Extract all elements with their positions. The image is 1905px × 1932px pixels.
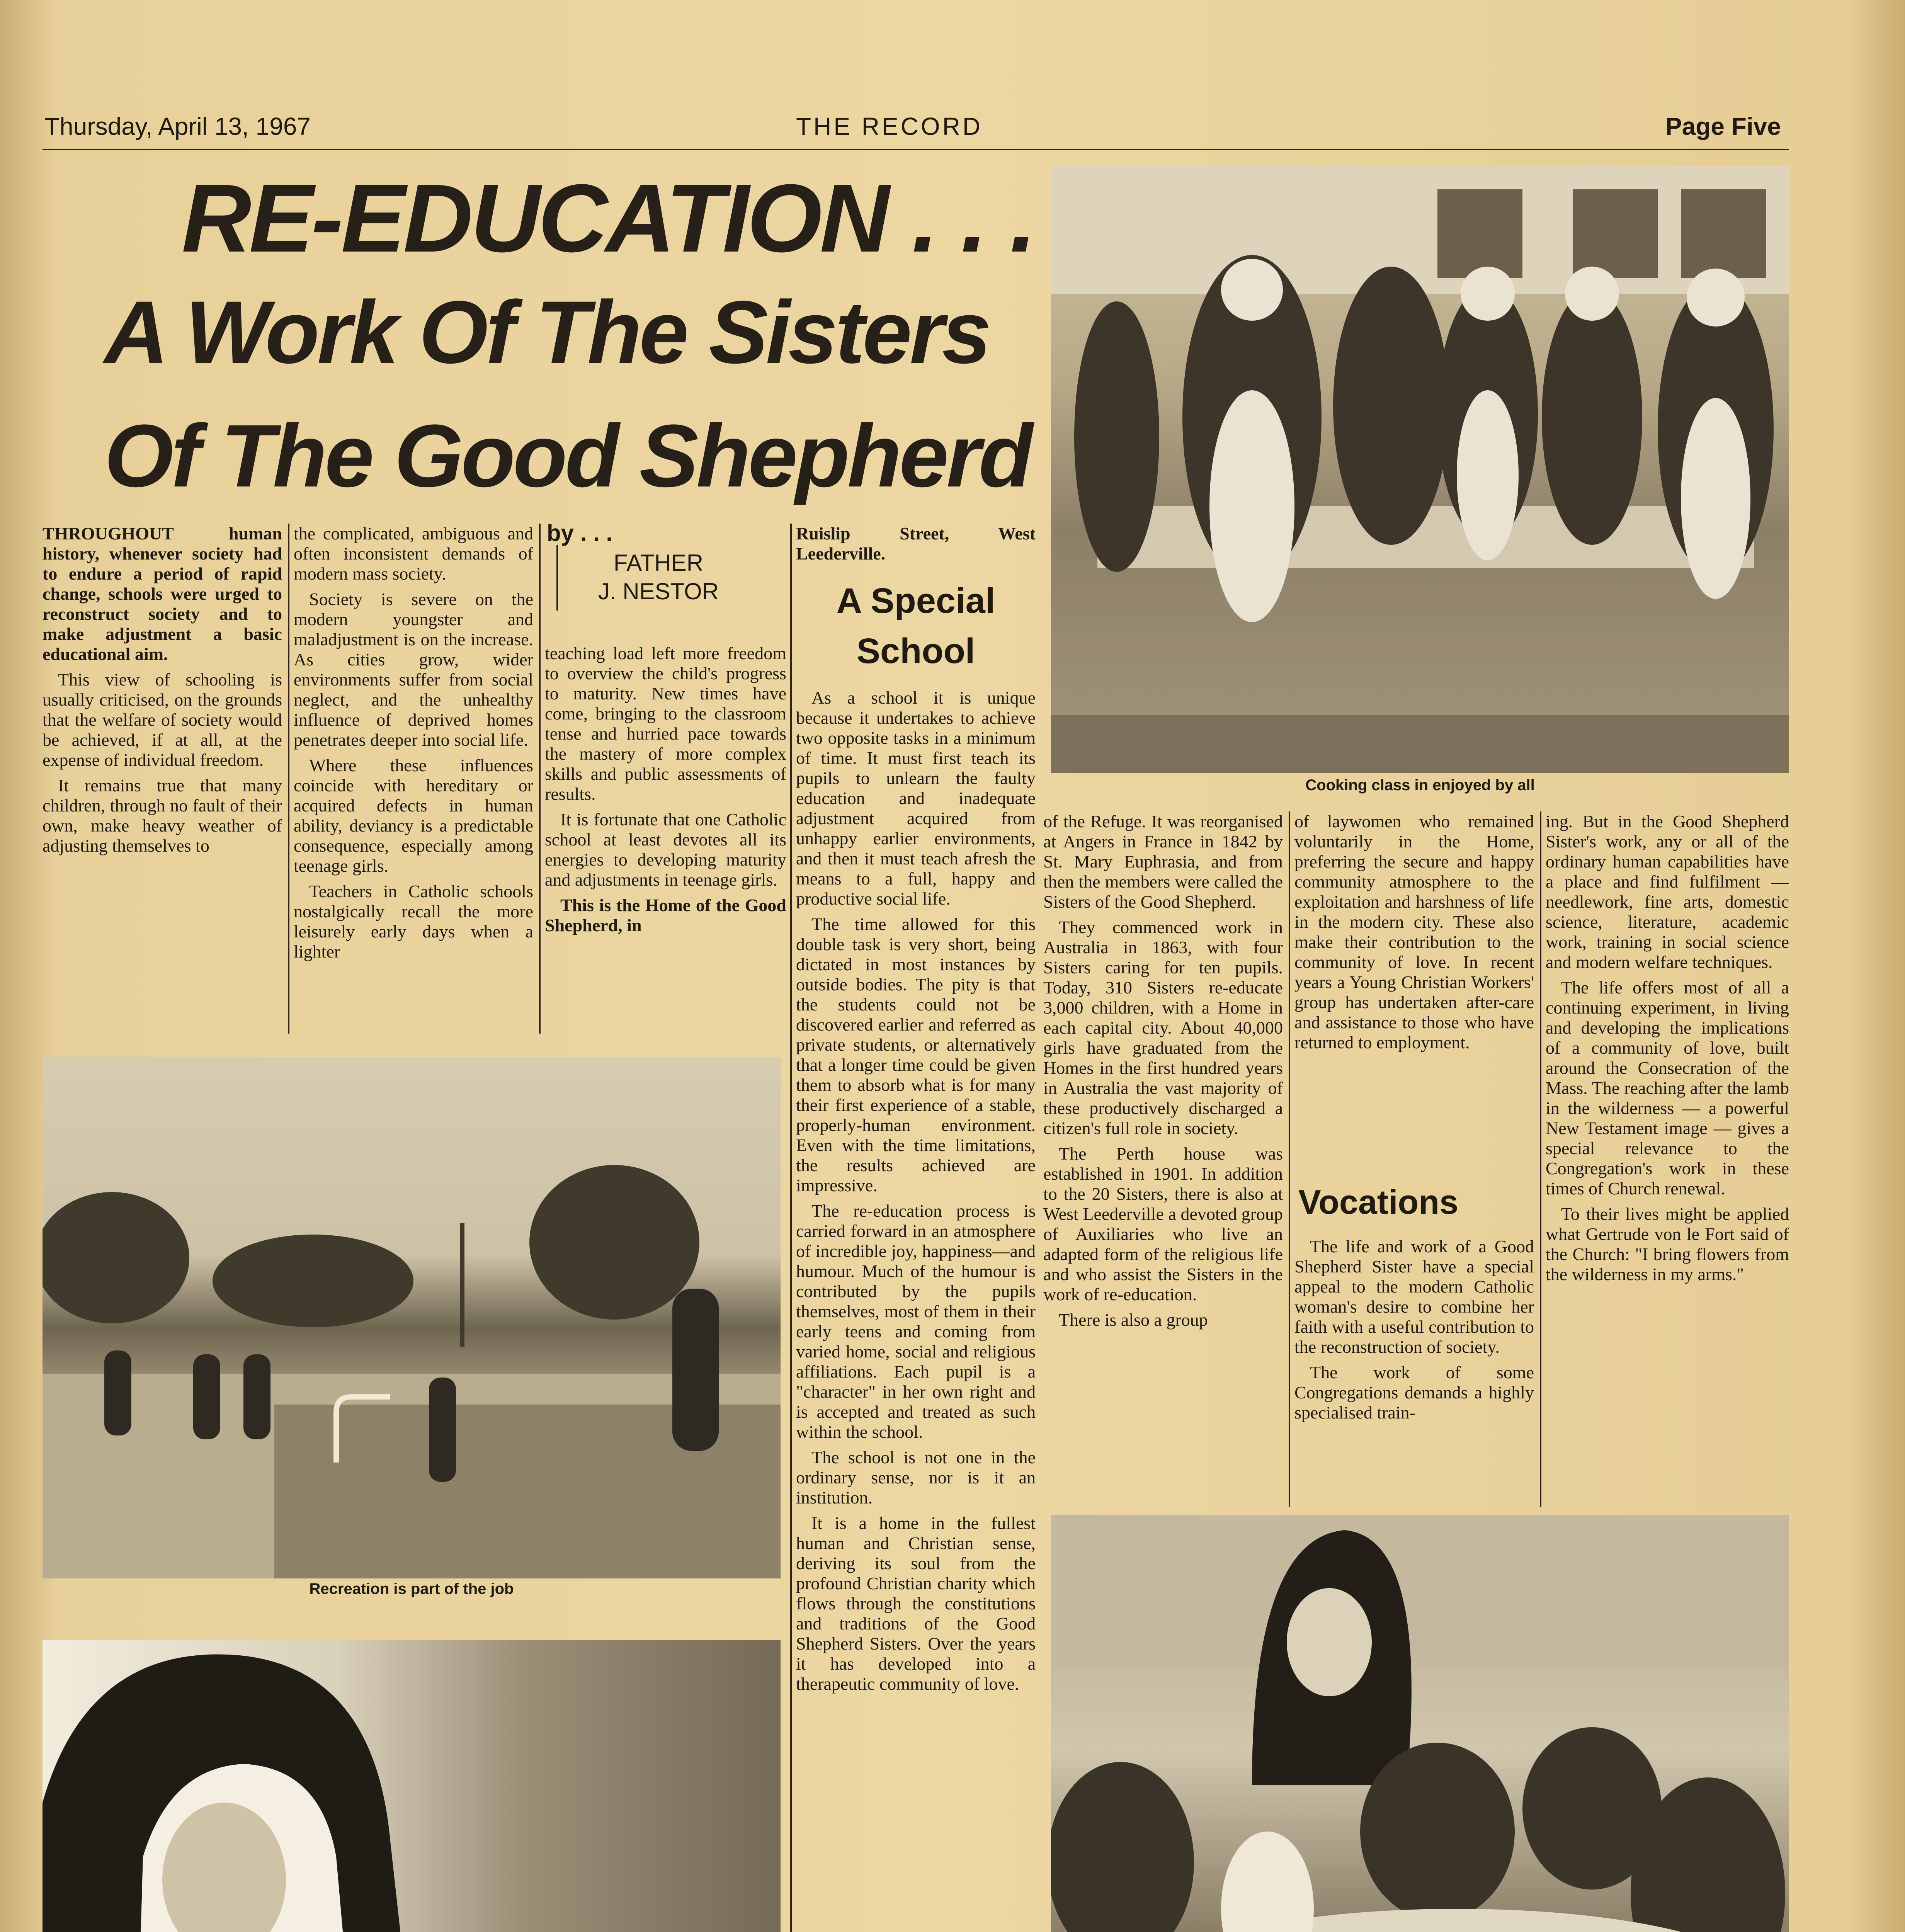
column-rule [1289, 811, 1290, 1507]
article-column-6 [1294, 811, 1534, 1190]
article-column-7 [1546, 811, 1789, 1507]
caption-cooking: Cooking class in enjoyed by all [1305, 777, 1535, 794]
article-paragraph: The life offers most of all a continuing experiment, in living and developing the implications of a community of love, built around the Consecration of the Mass. The reaching after the lamb in the wilderness — a powerful New Testament image — gives a special relevance to the Congregation's work in these times of Church renewal. [1546, 978, 1789, 1198]
article-paragraph: The Perth house was established in 1901. In addition to the 20 Sisters, there is also at West Leederville a devoted group of Auxiliaries who live an adapted form of the religious life and who assist the Sisters in the work of re-education. [1043, 1144, 1283, 1304]
article-paragraph: This view of schooling is usually criticised, on the grounds that the welfare of society would be achieved, if at all, at the expense of individual freedom. [43, 670, 282, 770]
article-paragraph: As a school it is unique because it undertakes to achieve two opposite tasks in a minimum of time. It must first teach its pupils to unlearn the faulty education and inadequate adjustment acquired from unhappy earlier environments, and then it must teach afresh the means to a full, happy and productive social life. [796, 688, 1036, 908]
article-paragraph: The re-education process is carried forward in an atmosphere of incredible joy, happiness—and humour. Much of the humour is contributed by the pupils themselves, most of them in their early teens and coming from varied home, social and religious affiliations. Each pupil is a "character" in her own right and is accepted and treated as such within the school. [796, 1201, 1036, 1442]
masthead-rule [43, 149, 1789, 150]
article-paragraph: This is the Home of the Good Shepherd, in [545, 895, 786, 935]
headline-line-2: A Work Of The Sisters [104, 282, 989, 382]
subhead-special-school [796, 576, 1036, 676]
article-column-6b [1294, 1236, 1534, 1507]
article-paragraph: ing. But in the Good Shepherd Sister's work, any or all of the ordinary human capabilities have a place and find fulfilment — needlework, fine arts, domestic science, literature, academic work, training in social science and modern welfare techniques. [1546, 811, 1789, 972]
article-paragraph: It is a home in the fullest human and Christian sense, deriving its soul from the profound Christian charity which flows through the constitutions and traditions of the Good Shepherd Sisters. Over the years it has developed into a therapeutic community of love. [796, 1513, 1036, 1694]
article-paragraph: It remains true that many children, through no fault of their own, make heavy weather of adjusting themselves to [43, 776, 282, 855]
column-rule [288, 524, 289, 1034]
caption-recreation: Recreation is part of the job [309, 1580, 514, 1597]
article-paragraph: the complicated, ambiguous and often inconsistent demands of modern mass society. [294, 524, 533, 583]
article-paragraph: The school is not one in the ordinary sense, nor is it an institution. [796, 1447, 1036, 1507]
article-paragraph: It is fortunate that one Catholic school at least devotes all its energies to developing maturity and adjustments in teenage girls. [545, 810, 786, 889]
article-column-4 [796, 688, 1036, 1932]
article-paragraph: They commenced work in Australia in 1863, with four Sisters caring for ten pupils. Today, 310 Sisters re-educate 3,000 children, with a Home in each capital city. About 40,000 girls have graduated from the Homes in the first hundred years in Australia the vast majority of these productively discharged a citizen's full role in society. [1043, 917, 1283, 1138]
article-paragraph: There is also a group [1059, 1310, 1208, 1330]
subhead-vocations: Vocations [1298, 1183, 1459, 1221]
recreation-photo-image [43, 1057, 781, 1578]
article-column-2 [294, 524, 533, 1034]
article-paragraph: To their lives might be applied what Gertrude von le Fort said of the Church: "I bring flowers from the wilderness in my arms." [1546, 1204, 1789, 1284]
article-paragraph: of the Refuge. It was reorganised at Angers in France in 1842 by St. Mary Euphrasia, and from then the members were called the Sisters of the Good Shepherd. [1043, 811, 1283, 912]
subhead-special-line-2: School [856, 631, 975, 671]
arts-crafts-photo [1051, 1515, 1789, 1932]
byline-box [556, 545, 759, 611]
subhead-special-line-1: A Special [836, 581, 995, 621]
article-paragraph: The life and work of a Good Shepherd Sister have a special appeal to the modern Catholic woman's desire to combine her faith with a useful contribution to the reconstruction of society. [1294, 1236, 1534, 1357]
article-paragraph: of laywomen who remained voluntarily in the Home, preferring the secure and happy community atmosphere to the exploitation and harshness of life in the modern city. These also make their contribution to the community of love. In recent years a Young Christian Workers' group has undertaken after-care and assistance to those who have returned to employment. [1294, 811, 1534, 1052]
article-paragraph: The work of some Congregations demands a highly specialised train- [1294, 1362, 1534, 1422]
column-rule [539, 524, 541, 1034]
byline-by: by . . . [547, 520, 613, 546]
headline-line-1: RE-EDUCATION . . . [182, 164, 1034, 272]
counselling-photo-image [43, 1640, 781, 1932]
article-column-4-top [796, 524, 1036, 582]
column-rule [1540, 811, 1541, 1507]
article-paragraph: teaching load left more freedom to overview the child's progress to maturity. New times have come, bringing to the classroom tense and hurried pace towards the mastery of more complex skills and public assessments of results. [545, 643, 786, 804]
column-rule [790, 524, 792, 1932]
page-number: Page Five [1665, 112, 1781, 140]
counselling-photo [43, 1640, 781, 1932]
article-paragraph: Teachers in Catholic schools nostalgically recall the more leisurely early days when a lighter [294, 881, 533, 961]
article-paragraph: The time allowed for this double task is very short, being dictated in most instances by outside bodies. The pity is that the students could not be discovered earlier and referred as private students, or alternatively that a longer time could be given them to absorb what is for many their first experience of a stable, properly-human environment. Even with the time limitations, the results achieved are impressive. [796, 914, 1036, 1195]
article-paragraph: Where these influences coincide with hereditary or acquired defects in human ability, deviancy is a predictable consequence, especially among teenage girls. [294, 755, 533, 876]
byline-name-1: FATHER [613, 550, 704, 576]
headline-line-3: Of The Good Shepherd [104, 406, 1031, 505]
article-paragraph: Ruislip Street, West Leederville. [796, 524, 1036, 563]
article-column-5 [1043, 811, 1283, 1445]
recreation-photo [43, 1057, 781, 1578]
article-paragraph: THROUGHOUT human history, whenever society had to endure a period of rapid change, schools were urged to reconstruct society and to make adjustment a basic educational aim. [43, 524, 282, 664]
paper-name: THE RECORD [796, 112, 983, 140]
issue-date: Thursday, April 13, 1967 [44, 112, 311, 140]
byline-name-2: J. NESTOR [598, 578, 719, 604]
arts-photo-image [1051, 1515, 1789, 1932]
cooking-class-photo [1051, 166, 1789, 773]
article-paragraph: Society is severe on the modern youngster and maladjustment is on the increase. As cities grow, wider environments suffer from social neglect, and the unhealthy influence of deprived homes penetrates deeper into social life. [294, 589, 533, 750]
article-column-1 [43, 524, 282, 1034]
article-column-3 [545, 643, 786, 1034]
cooking-photo-image [1051, 166, 1789, 773]
